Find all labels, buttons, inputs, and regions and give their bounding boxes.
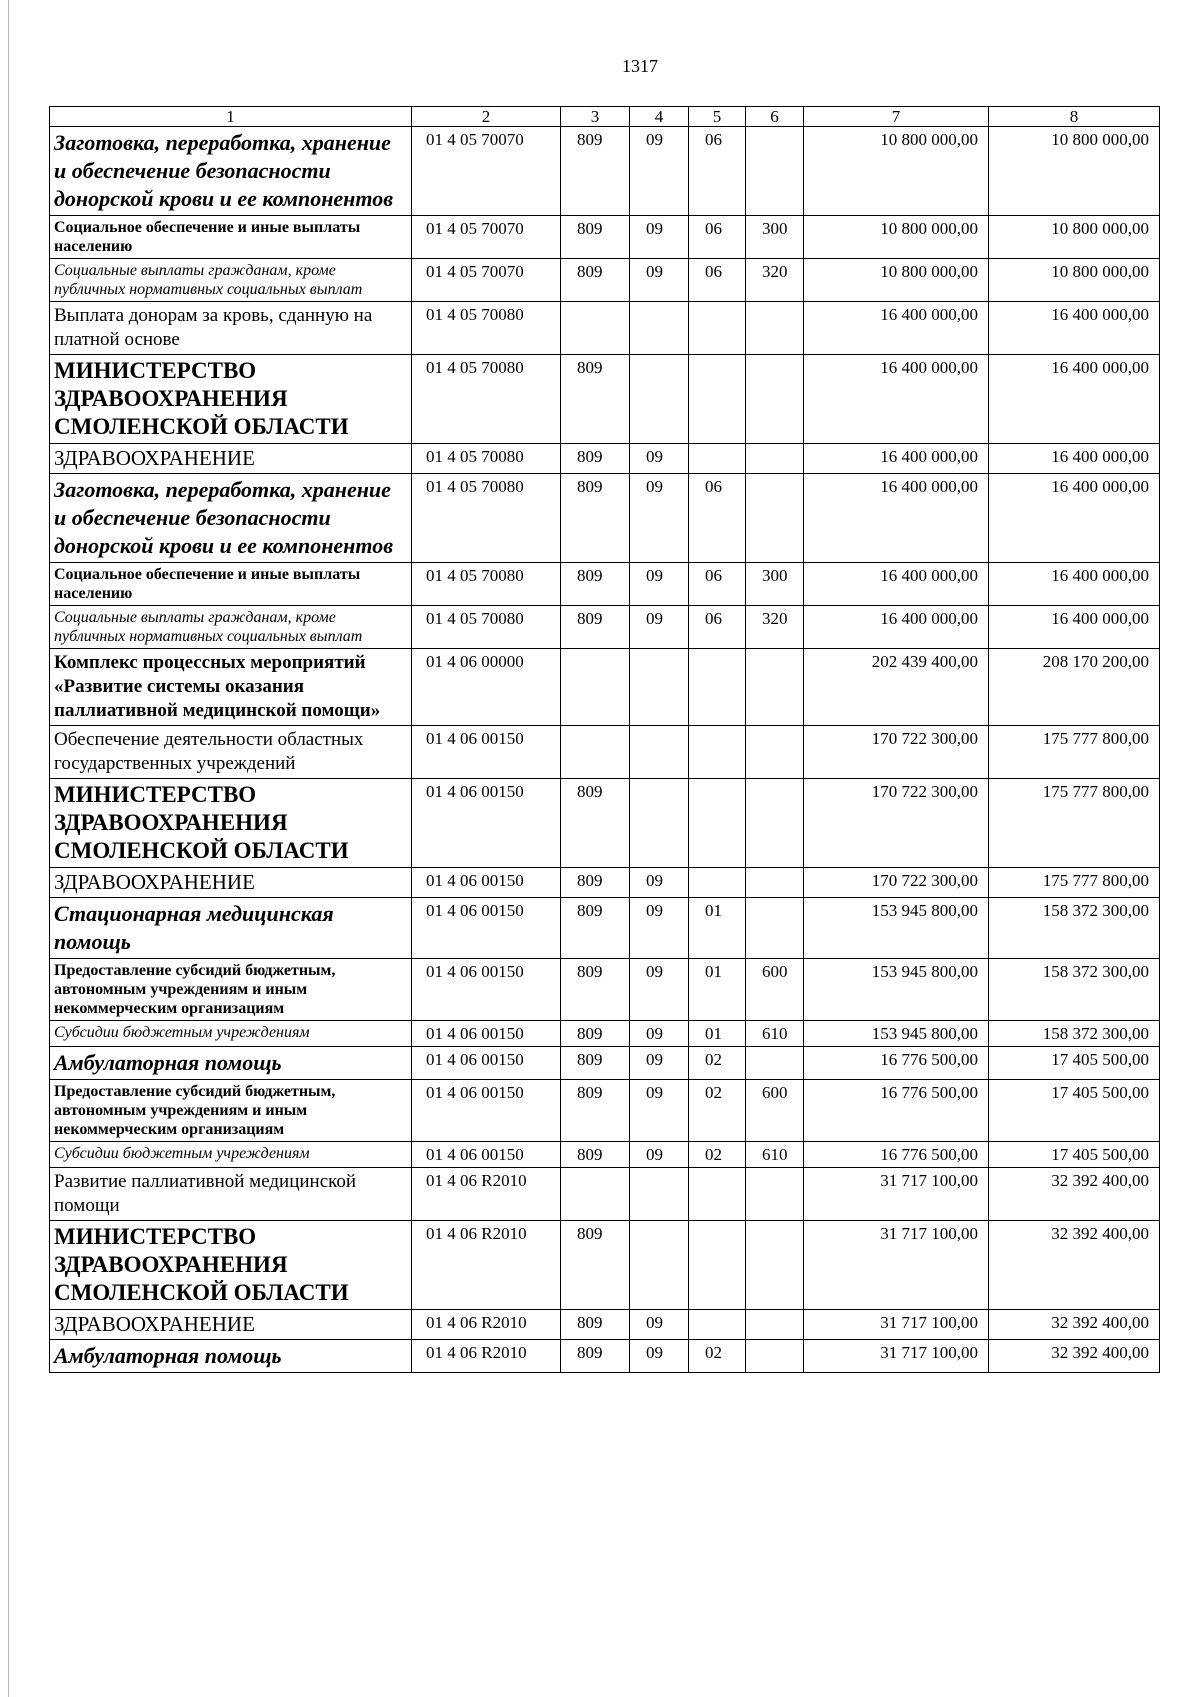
table-row bbox=[50, 649, 1160, 726]
row-name-cell: ЗДРАВООХРАНЕНИЕ bbox=[50, 444, 412, 474]
amount-year1-cell: 10 800 000,00 bbox=[804, 127, 989, 216]
ministry-code-cell bbox=[561, 1168, 630, 1221]
expense-type-cell bbox=[746, 898, 804, 959]
section-code-cell: 09 bbox=[630, 1021, 689, 1047]
table-row bbox=[50, 1340, 1160, 1373]
expense-type-cell: 320 bbox=[746, 259, 804, 302]
subsection-code-cell bbox=[689, 444, 746, 474]
amount-year1-cell: 16 400 000,00 bbox=[804, 302, 989, 355]
header-row bbox=[50, 107, 1160, 127]
classification-code-cell: 01 4 05 70080 bbox=[412, 606, 561, 649]
budget-table bbox=[49, 106, 1160, 1373]
classification-code-cell: 01 4 06 R2010 bbox=[412, 1168, 561, 1221]
table-row bbox=[50, 606, 1160, 649]
amount-year2-cell: 175 777 800,00 bbox=[989, 726, 1160, 779]
ministry-code-cell: 809 bbox=[561, 606, 630, 649]
classification-code-cell: 01 4 05 70080 bbox=[412, 474, 561, 563]
amount-year2-cell: 10 800 000,00 bbox=[989, 216, 1160, 259]
amount-year1-cell: 170 722 300,00 bbox=[804, 868, 989, 898]
ministry-code-cell: 809 bbox=[561, 959, 630, 1021]
subsection-code-cell bbox=[689, 726, 746, 779]
expense-type-cell bbox=[746, 127, 804, 216]
expense-type-cell: 320 bbox=[746, 606, 804, 649]
table-row bbox=[50, 444, 1160, 474]
amount-year2-cell: 175 777 800,00 bbox=[989, 868, 1160, 898]
table-row bbox=[50, 127, 1160, 216]
subsection-code-cell: 06 bbox=[689, 127, 746, 216]
ministry-code-cell bbox=[561, 649, 630, 726]
row-name-cell: Социальные выплаты гражданам, кроме публичных нормативных социальных выплат bbox=[50, 606, 412, 649]
amount-year1-cell: 153 945 800,00 bbox=[804, 959, 989, 1021]
expense-type-cell bbox=[746, 1221, 804, 1310]
row-name-cell: Социальные выплаты гражданам, кроме публичных нормативных социальных выплат bbox=[50, 259, 412, 302]
expense-type-cell bbox=[746, 726, 804, 779]
amount-year1-cell: 31 717 100,00 bbox=[804, 1168, 989, 1221]
classification-code-cell: 01 4 06 R2010 bbox=[412, 1221, 561, 1310]
expense-type-cell: 300 bbox=[746, 563, 804, 606]
expense-type-cell bbox=[746, 474, 804, 563]
amount-year2-cell: 208 170 200,00 bbox=[989, 649, 1160, 726]
section-code-cell: 09 bbox=[630, 127, 689, 216]
amount-year1-cell: 202 439 400,00 bbox=[804, 649, 989, 726]
amount-year1-cell: 16 400 000,00 bbox=[804, 444, 989, 474]
ministry-code-cell: 809 bbox=[561, 1310, 630, 1340]
ministry-code-cell: 809 bbox=[561, 127, 630, 216]
row-name-cell: МИНИСТЕРСТВО ЗДРАВООХРАНЕНИЯ СМОЛЕНСКОЙ ОБЛАСТИ bbox=[50, 355, 412, 444]
amount-year2-cell: 32 392 400,00 bbox=[989, 1168, 1160, 1221]
section-code-cell: 09 bbox=[630, 1080, 689, 1142]
row-name-cell: Субсидии бюджетным учреждениям bbox=[50, 1021, 412, 1047]
row-name-cell: Субсидии бюджетным учреждениям bbox=[50, 1142, 412, 1168]
expense-type-cell bbox=[746, 1168, 804, 1221]
subsection-code-cell: 02 bbox=[689, 1080, 746, 1142]
amount-year2-cell: 16 400 000,00 bbox=[989, 444, 1160, 474]
row-name-cell: Обеспечение деятельности областных государственных учреждений bbox=[50, 726, 412, 779]
classification-code-cell: 01 4 05 70080 bbox=[412, 355, 561, 444]
section-code-cell bbox=[630, 1221, 689, 1310]
table-row bbox=[50, 1080, 1160, 1142]
expense-type-cell bbox=[746, 355, 804, 444]
ministry-code-cell bbox=[561, 726, 630, 779]
expense-type-cell bbox=[746, 444, 804, 474]
subsection-code-cell: 06 bbox=[689, 563, 746, 606]
amount-year1-cell: 153 945 800,00 bbox=[804, 898, 989, 959]
header-cell: 7 bbox=[804, 107, 989, 127]
amount-year2-cell: 32 392 400,00 bbox=[989, 1340, 1160, 1373]
amount-year2-cell: 158 372 300,00 bbox=[989, 898, 1160, 959]
row-name-cell: Амбулаторная помощь bbox=[50, 1047, 412, 1080]
section-code-cell: 09 bbox=[630, 1310, 689, 1340]
amount-year2-cell: 17 405 500,00 bbox=[989, 1080, 1160, 1142]
amount-year1-cell: 16 776 500,00 bbox=[804, 1080, 989, 1142]
expense-type-cell bbox=[746, 1310, 804, 1340]
row-name-cell: Развитие паллиативной медицинской помощи bbox=[50, 1168, 412, 1221]
classification-code-cell: 01 4 06 00150 bbox=[412, 726, 561, 779]
amount-year1-cell: 10 800 000,00 bbox=[804, 216, 989, 259]
row-name-cell: Социальное обеспечение и иные выплаты населению bbox=[50, 216, 412, 259]
ministry-code-cell: 809 bbox=[561, 474, 630, 563]
subsection-code-cell: 06 bbox=[689, 259, 746, 302]
amount-year1-cell: 16 400 000,00 bbox=[804, 563, 989, 606]
page-edge-line bbox=[8, 0, 9, 1697]
header-cell: 1 bbox=[50, 107, 412, 127]
row-name-cell: Комплекс процессных мероприятий «Развитие системы оказания паллиативной медицинской помощи» bbox=[50, 649, 412, 726]
subsection-code-cell: 06 bbox=[689, 216, 746, 259]
classification-code-cell: 01 4 05 70080 bbox=[412, 563, 561, 606]
subsection-code-cell bbox=[689, 868, 746, 898]
ministry-code-cell: 809 bbox=[561, 1142, 630, 1168]
section-code-cell: 09 bbox=[630, 474, 689, 563]
amount-year2-cell: 10 800 000,00 bbox=[989, 259, 1160, 302]
table-row bbox=[50, 474, 1160, 563]
row-name-cell: Стационарная медицинская помощь bbox=[50, 898, 412, 959]
row-name-cell: МИНИСТЕРСТВО ЗДРАВООХРАНЕНИЯ СМОЛЕНСКОЙ ОБЛАСТИ bbox=[50, 1221, 412, 1310]
section-code-cell bbox=[630, 726, 689, 779]
subsection-code-cell bbox=[689, 779, 746, 868]
classification-code-cell: 01 4 05 70070 bbox=[412, 216, 561, 259]
section-code-cell bbox=[630, 649, 689, 726]
amount-year2-cell: 16 400 000,00 bbox=[989, 355, 1160, 444]
subsection-code-cell: 01 bbox=[689, 1021, 746, 1047]
classification-code-cell: 01 4 06 R2010 bbox=[412, 1310, 561, 1340]
ministry-code-cell: 809 bbox=[561, 779, 630, 868]
amount-year2-cell: 158 372 300,00 bbox=[989, 959, 1160, 1021]
amount-year2-cell: 175 777 800,00 bbox=[989, 779, 1160, 868]
expense-type-cell bbox=[746, 1340, 804, 1373]
expense-type-cell: 300 bbox=[746, 216, 804, 259]
table-row bbox=[50, 1168, 1160, 1221]
amount-year2-cell: 16 400 000,00 bbox=[989, 474, 1160, 563]
classification-code-cell: 01 4 06 00150 bbox=[412, 1021, 561, 1047]
page-number: 1317 bbox=[622, 56, 658, 76]
section-code-cell: 09 bbox=[630, 216, 689, 259]
ministry-code-cell bbox=[561, 302, 630, 355]
expense-type-cell bbox=[746, 1047, 804, 1080]
subsection-code-cell: 02 bbox=[689, 1142, 746, 1168]
classification-code-cell: 01 4 05 70070 bbox=[412, 127, 561, 216]
table-row bbox=[50, 563, 1160, 606]
amount-year2-cell: 17 405 500,00 bbox=[989, 1047, 1160, 1080]
row-name-cell: Предоставление субсидий бюджетным, автономным учреждениям и иным некоммерческим организациям bbox=[50, 959, 412, 1021]
header-cell: 4 bbox=[630, 107, 689, 127]
amount-year2-cell: 32 392 400,00 bbox=[989, 1221, 1160, 1310]
subsection-code-cell bbox=[689, 1310, 746, 1340]
table-row bbox=[50, 726, 1160, 779]
subsection-code-cell bbox=[689, 1221, 746, 1310]
expense-type-cell bbox=[746, 779, 804, 868]
ministry-code-cell: 809 bbox=[561, 868, 630, 898]
section-code-cell: 09 bbox=[630, 1340, 689, 1373]
section-code-cell: 09 bbox=[630, 606, 689, 649]
table-row bbox=[50, 959, 1160, 1021]
section-code-cell: 09 bbox=[630, 959, 689, 1021]
subsection-code-cell bbox=[689, 355, 746, 444]
table-row bbox=[50, 898, 1160, 959]
row-name-cell: ЗДРАВООХРАНЕНИЕ bbox=[50, 868, 412, 898]
classification-code-cell: 01 4 05 70080 bbox=[412, 302, 561, 355]
header-cell: 5 bbox=[689, 107, 746, 127]
header-cell: 2 bbox=[412, 107, 561, 127]
ministry-code-cell: 809 bbox=[561, 259, 630, 302]
expense-type-cell: 600 bbox=[746, 1080, 804, 1142]
ministry-code-cell: 809 bbox=[561, 1340, 630, 1373]
subsection-code-cell: 06 bbox=[689, 474, 746, 563]
header-cell: 8 bbox=[989, 107, 1160, 127]
amount-year1-cell: 16 776 500,00 bbox=[804, 1142, 989, 1168]
expense-type-cell: 600 bbox=[746, 959, 804, 1021]
row-name-cell: ЗДРАВООХРАНЕНИЕ bbox=[50, 1310, 412, 1340]
row-name-cell: Амбулаторная помощь bbox=[50, 1340, 412, 1373]
amount-year1-cell: 153 945 800,00 bbox=[804, 1021, 989, 1047]
table-row bbox=[50, 355, 1160, 444]
amount-year1-cell: 31 717 100,00 bbox=[804, 1340, 989, 1373]
section-code-cell: 09 bbox=[630, 563, 689, 606]
classification-code-cell: 01 4 06 00150 bbox=[412, 779, 561, 868]
classification-code-cell: 01 4 06 00150 bbox=[412, 959, 561, 1021]
table-row bbox=[50, 259, 1160, 302]
ministry-code-cell: 809 bbox=[561, 1021, 630, 1047]
section-code-cell bbox=[630, 779, 689, 868]
amount-year2-cell: 16 400 000,00 bbox=[989, 563, 1160, 606]
header-cell: 3 bbox=[561, 107, 630, 127]
ministry-code-cell: 809 bbox=[561, 216, 630, 259]
classification-code-cell: 01 4 06 00150 bbox=[412, 1047, 561, 1080]
subsection-code-cell bbox=[689, 302, 746, 355]
amount-year2-cell: 32 392 400,00 bbox=[989, 1310, 1160, 1340]
classification-code-cell: 01 4 06 00150 bbox=[412, 1142, 561, 1168]
amount-year2-cell: 16 400 000,00 bbox=[989, 302, 1160, 355]
classification-code-cell: 01 4 05 70070 bbox=[412, 259, 561, 302]
section-code-cell: 09 bbox=[630, 259, 689, 302]
section-code-cell: 09 bbox=[630, 868, 689, 898]
table-row bbox=[50, 779, 1160, 868]
amount-year1-cell: 31 717 100,00 bbox=[804, 1310, 989, 1340]
table-row bbox=[50, 1221, 1160, 1310]
amount-year2-cell: 10 800 000,00 bbox=[989, 127, 1160, 216]
amount-year1-cell: 16 400 000,00 bbox=[804, 474, 989, 563]
ministry-code-cell: 809 bbox=[561, 1047, 630, 1080]
ministry-code-cell: 809 bbox=[561, 898, 630, 959]
row-name-cell: МИНИСТЕРСТВО ЗДРАВООХРАНЕНИЯ СМОЛЕНСКОЙ ОБЛАСТИ bbox=[50, 779, 412, 868]
section-code-cell bbox=[630, 1168, 689, 1221]
subsection-code-cell: 02 bbox=[689, 1047, 746, 1080]
expense-type-cell bbox=[746, 649, 804, 726]
amount-year2-cell: 158 372 300,00 bbox=[989, 1021, 1160, 1047]
section-code-cell: 09 bbox=[630, 1047, 689, 1080]
section-code-cell bbox=[630, 355, 689, 444]
classification-code-cell: 01 4 05 70080 bbox=[412, 444, 561, 474]
subsection-code-cell bbox=[689, 1168, 746, 1221]
section-code-cell: 09 bbox=[630, 1142, 689, 1168]
ministry-code-cell: 809 bbox=[561, 563, 630, 606]
ministry-code-cell: 809 bbox=[561, 355, 630, 444]
amount-year1-cell: 10 800 000,00 bbox=[804, 259, 989, 302]
classification-code-cell: 01 4 06 00150 bbox=[412, 868, 561, 898]
section-code-cell: 09 bbox=[630, 898, 689, 959]
amount-year2-cell: 16 400 000,00 bbox=[989, 606, 1160, 649]
expense-type-cell bbox=[746, 302, 804, 355]
row-name-cell: Предоставление субсидий бюджетным, автономным учреждениям и иным некоммерческим организациям bbox=[50, 1080, 412, 1142]
row-name-cell: Выплата донорам за кровь, сданную на платной основе bbox=[50, 302, 412, 355]
table-row bbox=[50, 1310, 1160, 1340]
row-name-cell: Заготовка, переработка, хранение и обеспечение безопасности донорской крови и ее компонентов bbox=[50, 474, 412, 563]
section-code-cell: 09 bbox=[630, 444, 689, 474]
classification-code-cell: 01 4 06 00150 bbox=[412, 1080, 561, 1142]
subsection-code-cell: 02 bbox=[689, 1340, 746, 1373]
ministry-code-cell: 809 bbox=[561, 1221, 630, 1310]
expense-type-cell: 610 bbox=[746, 1142, 804, 1168]
table-row bbox=[50, 1021, 1160, 1047]
amount-year2-cell: 17 405 500,00 bbox=[989, 1142, 1160, 1168]
section-code-cell bbox=[630, 302, 689, 355]
amount-year1-cell: 170 722 300,00 bbox=[804, 726, 989, 779]
subsection-code-cell: 01 bbox=[689, 959, 746, 1021]
table-row bbox=[50, 302, 1160, 355]
table-row bbox=[50, 1142, 1160, 1168]
amount-year1-cell: 170 722 300,00 bbox=[804, 779, 989, 868]
table-row bbox=[50, 1047, 1160, 1080]
classification-code-cell: 01 4 06 00000 bbox=[412, 649, 561, 726]
table-row bbox=[50, 868, 1160, 898]
amount-year1-cell: 16 400 000,00 bbox=[804, 606, 989, 649]
ministry-code-cell: 809 bbox=[561, 444, 630, 474]
ministry-code-cell: 809 bbox=[561, 1080, 630, 1142]
expense-type-cell bbox=[746, 868, 804, 898]
table-row bbox=[50, 216, 1160, 259]
row-name-cell: Заготовка, переработка, хранение и обеспечение безопасности донорской крови и ее компонентов bbox=[50, 127, 412, 216]
header-cell: 6 bbox=[746, 107, 804, 127]
amount-year1-cell: 16 400 000,00 bbox=[804, 355, 989, 444]
amount-year1-cell: 16 776 500,00 bbox=[804, 1047, 989, 1080]
subsection-code-cell: 01 bbox=[689, 898, 746, 959]
expense-type-cell: 610 bbox=[746, 1021, 804, 1047]
classification-code-cell: 01 4 06 R2010 bbox=[412, 1340, 561, 1373]
amount-year1-cell: 31 717 100,00 bbox=[804, 1221, 989, 1310]
subsection-code-cell bbox=[689, 649, 746, 726]
subsection-code-cell: 06 bbox=[689, 606, 746, 649]
classification-code-cell: 01 4 06 00150 bbox=[412, 898, 561, 959]
row-name-cell: Социальное обеспечение и иные выплаты населению bbox=[50, 563, 412, 606]
